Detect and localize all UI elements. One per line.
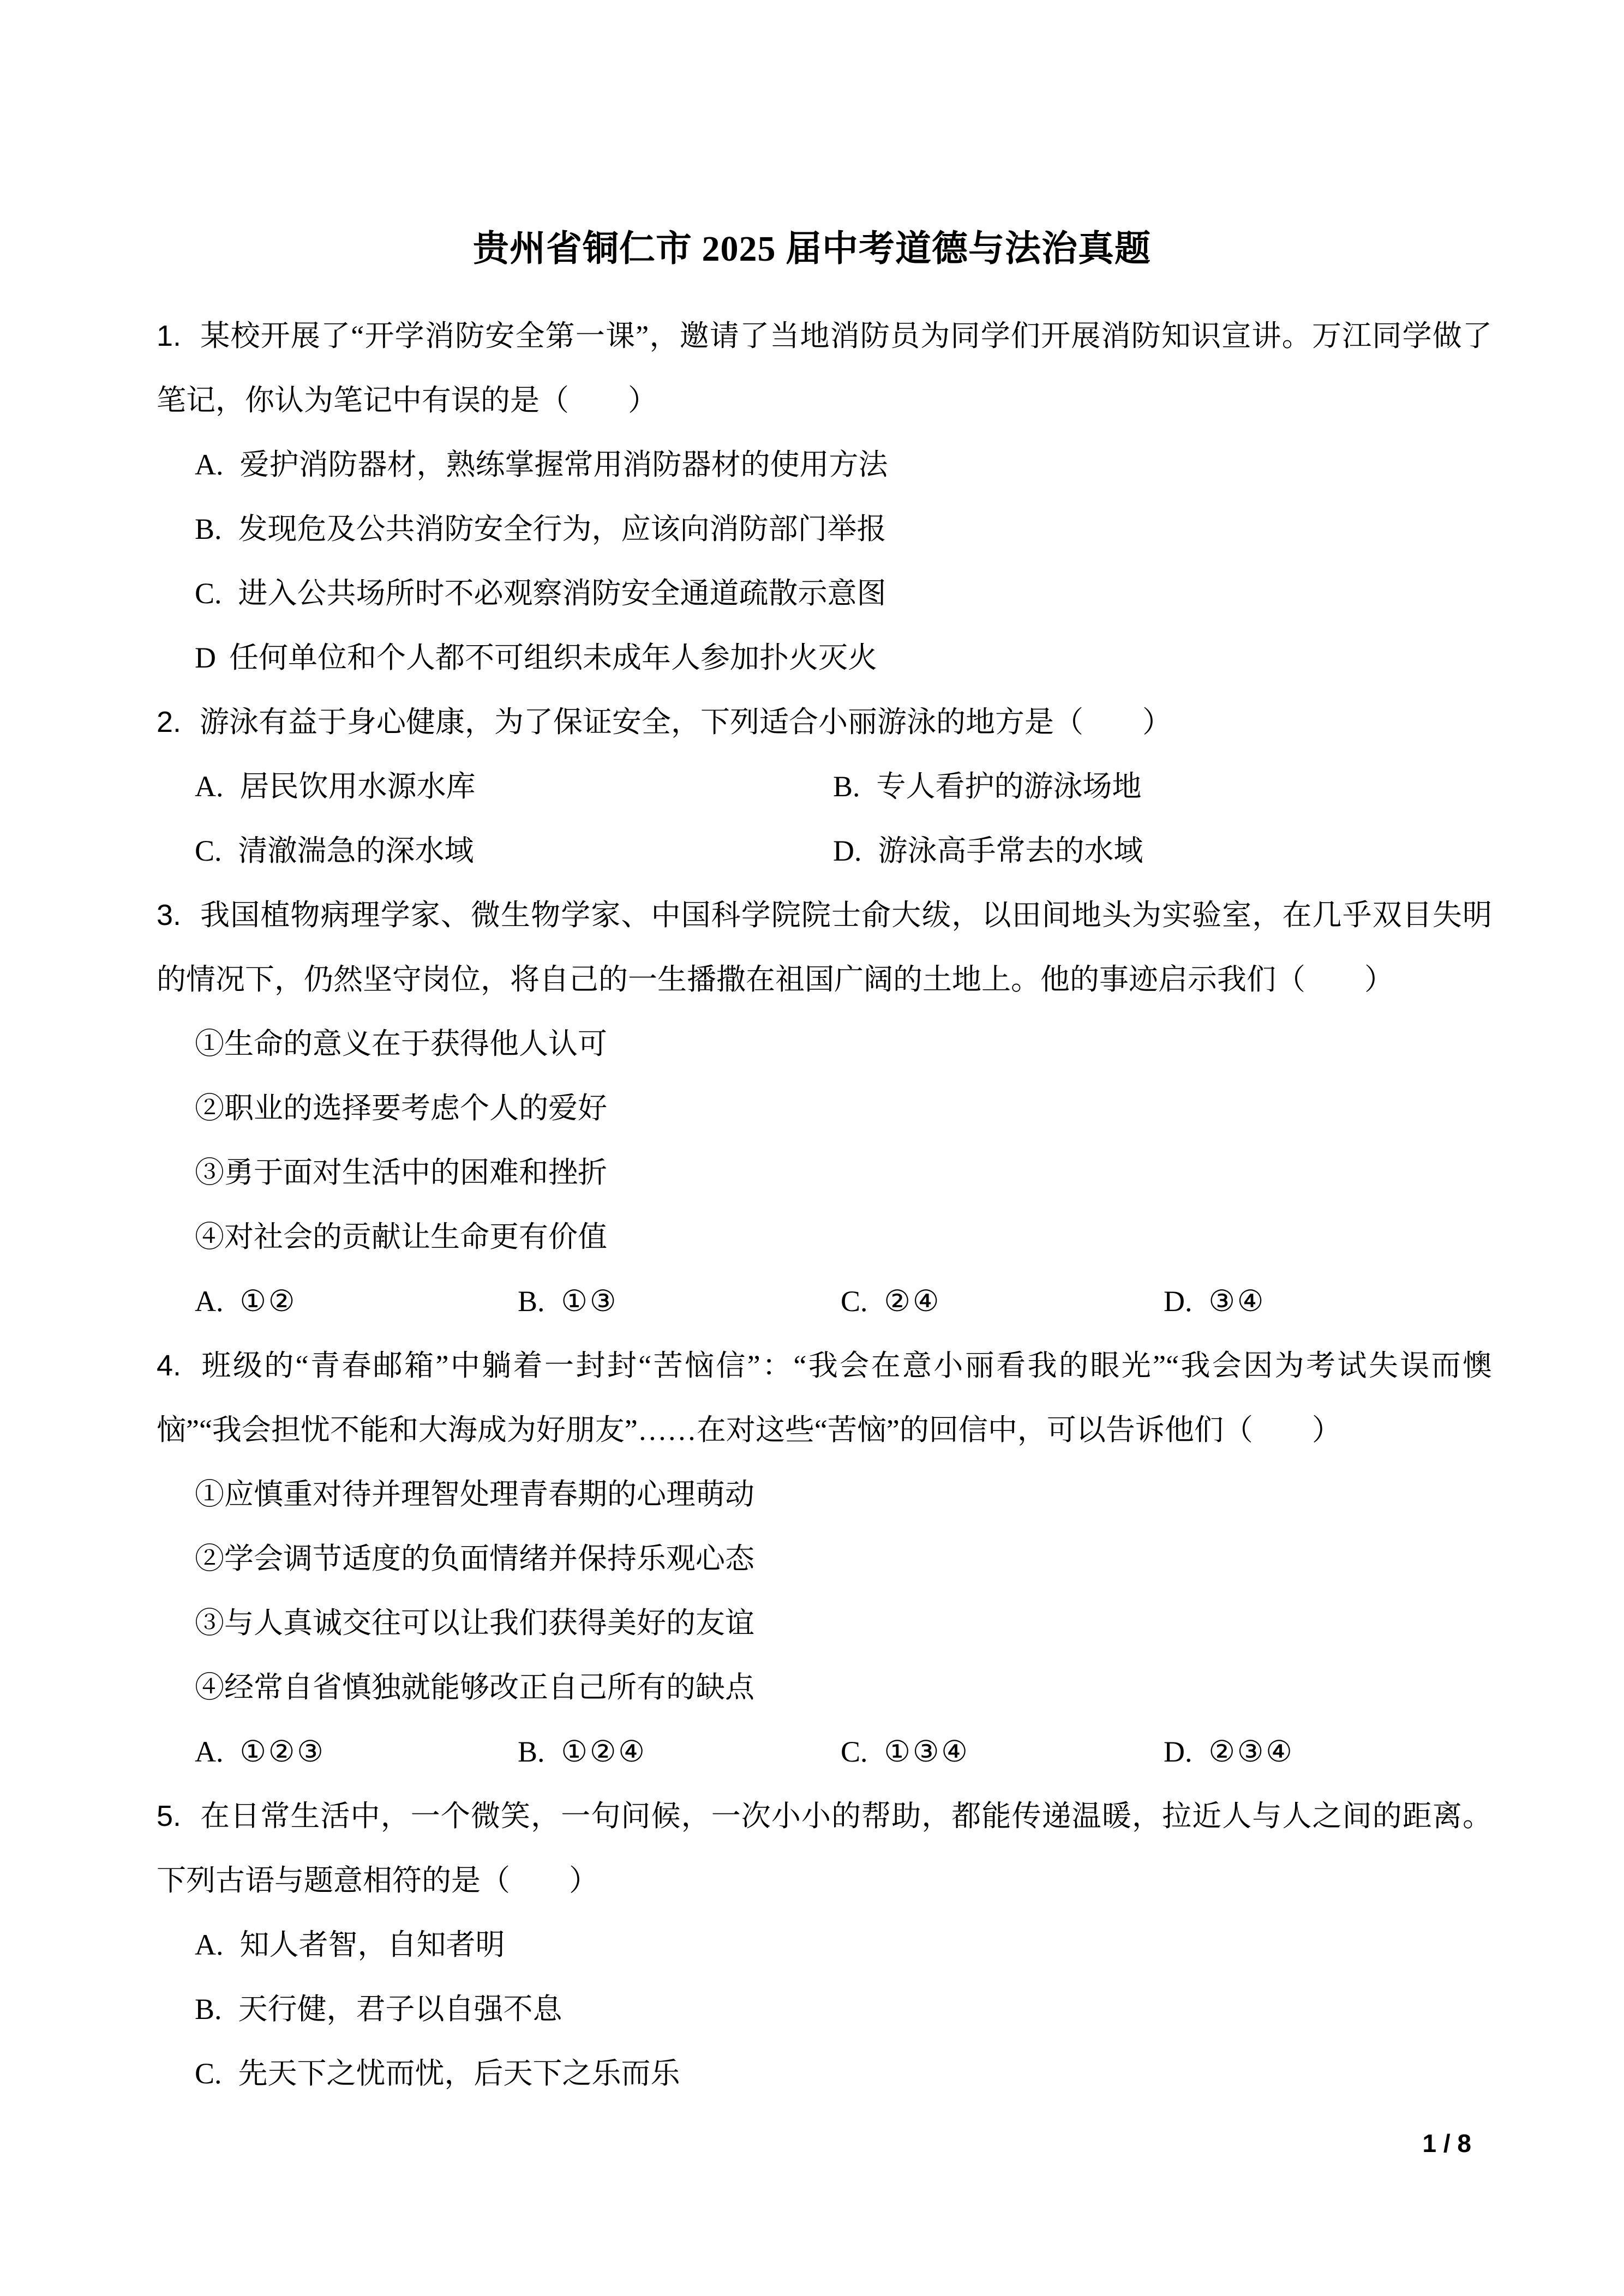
page-title: 贵州省铜仁市 2025 届中考道德与法治真题: [473, 229, 1151, 269]
question-3-option-b: [518, 1269, 841, 1333]
question-3-statement-1: ①生命的意义在于获得他人认可: [195, 1027, 607, 1060]
option-text: 进入公共场所时不必观察消防安全通道疏散示意图: [238, 577, 886, 610]
option-label: C.: [195, 577, 222, 610]
option-text: 游泳高手常去的水域: [878, 834, 1143, 867]
question-1-stem: [157, 304, 1492, 432]
question-3-option-c: [841, 1269, 1164, 1333]
question-4-statement-3: ③与人真诚交往可以让我们获得美好的友谊: [195, 1607, 754, 1639]
question-5-stem: [157, 1784, 1492, 1913]
question-2-stem: [157, 690, 1492, 754]
question-3-statement-3: ③勇于面对生活中的困难和挫折: [195, 1156, 607, 1189]
option-label: B.: [518, 1285, 545, 1318]
option-label: C.: [195, 2057, 222, 2090]
question-4-option-d: [1164, 1720, 1492, 1784]
option-label: A.: [195, 448, 224, 481]
question-5-stem-text: 在日常生活中，一个微笑，一句问候，一次小小的帮助，都能传递温暖，拉近人与人之间的距离。下列古语与题意相符的是（ ）: [157, 1800, 1492, 1897]
question-2-stem-text: 游泳有益于身心健康，为了保证安全，下列适合小丽游泳的地方是（ ）: [200, 706, 1172, 738]
option-text: ①②: [239, 1285, 297, 1318]
question-1-option-d: [157, 626, 1492, 690]
option-text: 天行健，君子以自强不息: [238, 1993, 562, 2025]
question-4-number: 4.: [157, 1349, 182, 1382]
option-text: 专人看护的游泳场地: [876, 770, 1142, 803]
question-4-option-a: [195, 1720, 518, 1784]
question-5-option-b: [157, 1977, 1492, 2041]
option-label: D.: [1164, 1735, 1192, 1768]
question-2: [157, 690, 1492, 883]
question-4: [157, 1333, 1492, 1784]
option-label: D.: [833, 834, 862, 867]
option-text: 居民饮用水源水库: [239, 770, 476, 803]
option-text: 先天下之忧而忧，后天下之乐而乐: [238, 2057, 680, 2090]
question-2-option-b: [833, 754, 1492, 819]
option-label: D: [195, 641, 216, 674]
option-label: C.: [195, 834, 222, 867]
option-label: A.: [195, 1285, 224, 1318]
question-1-number: 1.: [157, 320, 182, 352]
question-4-statement-4: ④经常自省慎独就能够改正自己所有的缺点: [195, 1671, 754, 1704]
option-label: A.: [195, 1735, 224, 1768]
question-3-options: [157, 1269, 1492, 1333]
question-2-options: [157, 754, 1492, 883]
exam-content: [157, 304, 1492, 2106]
option-text: ②④: [884, 1285, 942, 1318]
question-2-option-d: [833, 819, 1492, 883]
question-4-option-c: [841, 1720, 1164, 1784]
option-label: B.: [518, 1735, 545, 1768]
option-text: ③④: [1208, 1285, 1266, 1318]
question-1-option-b: [157, 497, 1492, 561]
option-label: C.: [841, 1285, 868, 1318]
question-3-option-a: [195, 1269, 518, 1333]
option-text: ①③: [561, 1285, 619, 1318]
option-text: 清澈湍急的深水域: [238, 834, 474, 867]
option-text: 发现危及公共消防安全行为，应该向消防部门举报: [238, 513, 886, 545]
option-label: B.: [833, 770, 860, 803]
question-3: [157, 883, 1492, 1333]
question-4-option-b: [518, 1720, 841, 1784]
question-2-number: 2.: [157, 706, 182, 738]
option-text: 任何单位和个人都不可组织未成年人参加扑火灭火: [229, 641, 877, 674]
option-text: 爱护消防器材，熟练掌握常用消防器材的使用方法: [239, 448, 888, 481]
question-2-option-a: [195, 754, 833, 819]
question-5-option-c: [157, 2041, 1492, 2106]
question-5-option-a: [157, 1913, 1492, 1977]
option-label: A.: [195, 770, 224, 803]
question-1: [157, 304, 1492, 690]
question-1-stem-text: 某校开展了“开学消防安全第一课”，邀请了当地消防员为同学们开展消防知识宣讲。万江同学做了笔记，你认为笔记中有误的是（ ）: [157, 320, 1492, 417]
page-number: 1 / 8: [1422, 2129, 1471, 2157]
option-label: D.: [1164, 1285, 1192, 1318]
option-label: B.: [195, 513, 222, 545]
option-text: ①②③: [239, 1735, 326, 1768]
question-4-statement-1: ①应慎重对待并理智处理青春期的心理萌动: [195, 1478, 754, 1511]
question-4-options: [157, 1720, 1492, 1784]
question-3-statement-2: ②职业的选择要考虑个人的爱好: [195, 1092, 607, 1125]
option-text: 知人者智，自知者明: [239, 1928, 505, 1961]
question-3-statement-4: ④对社会的贡献让生命更有价值: [195, 1221, 607, 1253]
option-text: ①③④: [884, 1735, 970, 1768]
option-label: C.: [841, 1735, 868, 1768]
question-4-stem: [157, 1333, 1492, 1462]
question-4-stem-text: 班级的“青春邮箱”中躺着一封封“苦恼信”：“我会在意小丽看我的眼光”“我会因为考试失误而懊恼”“我会担忧不能和大海成为好朋友”……在对这些“苦恼”的回信中，可以告诉他们（ ）: [157, 1349, 1492, 1446]
question-5-number: 5.: [157, 1800, 182, 1832]
question-4-statement-2: ②学会调节适度的负面情绪并保持乐观心态: [195, 1542, 754, 1575]
question-2-option-c: [195, 819, 833, 883]
option-label: A.: [195, 1928, 224, 1961]
question-3-stem-text: 我国植物病理学家、微生物学家、中国科学院院士俞大绂，以田间地头为实验室，在几乎双目失明的情况下，仍然坚守岗位，将自己的一生播撒在祖国广阔的土地上。他的事迹启示我们（ ）: [157, 899, 1492, 996]
question-1-option-a: [157, 432, 1492, 497]
question-3-option-d: [1164, 1269, 1492, 1333]
question-3-number: 3.: [157, 899, 182, 931]
option-label: B.: [195, 1993, 222, 2025]
question-3-stem: [157, 883, 1492, 1012]
question-1-option-c: [157, 561, 1492, 626]
option-text: ②③④: [1208, 1735, 1295, 1768]
option-text: ①②④: [561, 1735, 647, 1768]
question-5: [157, 1784, 1492, 2106]
